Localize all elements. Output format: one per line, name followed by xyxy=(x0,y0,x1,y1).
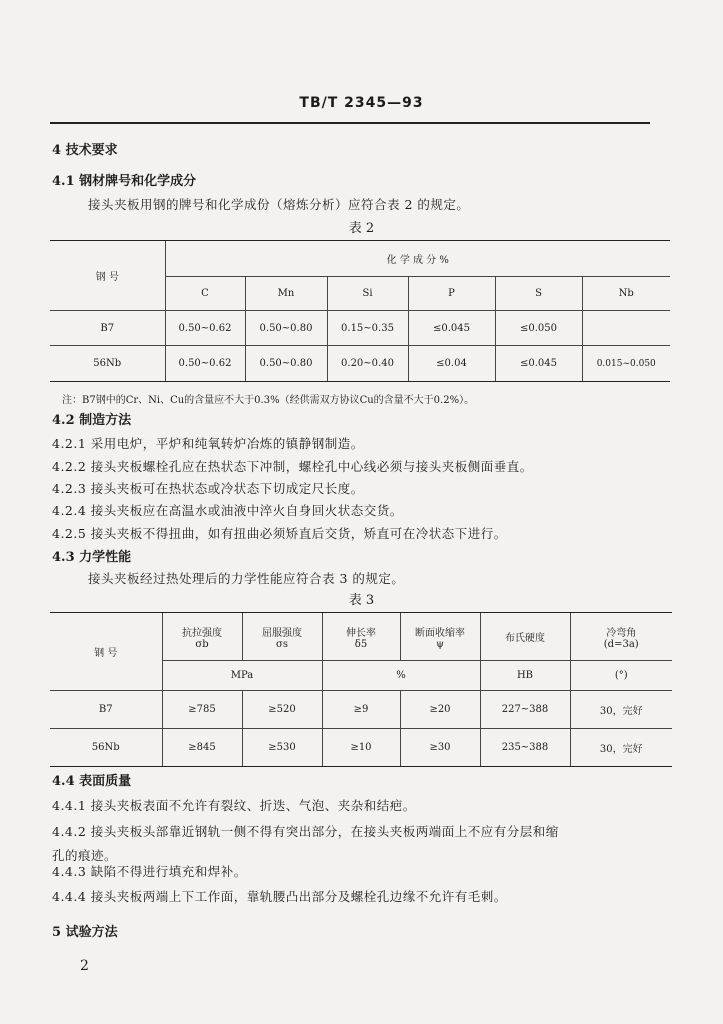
header-name: 布氏硬度 xyxy=(505,633,545,644)
section-4-3-heading: 4.3 力学性能 xyxy=(52,550,132,565)
section-4-2-item: 4.2.2 接头夹板螺栓孔应在热状态下冲制，螺栓孔中心线必须与接头夹板侧面垂直。 xyxy=(52,459,533,474)
table-cell: ≥10 xyxy=(322,729,400,767)
table-cell: 30，完好 xyxy=(570,729,672,767)
section-4-4-item: 4.4.4 接头夹板两端上下工作面，靠轨腰凸出部分及螺栓孔边缘不允许有毛刺。 xyxy=(52,889,507,904)
table2-col-group: 化 学 成 分 % xyxy=(165,241,670,277)
table-cell xyxy=(582,311,670,346)
table3-col-header xyxy=(242,613,322,661)
table3-col-header xyxy=(400,613,480,661)
table-cell: ≥530 xyxy=(242,729,322,767)
section-4-4-heading: 4.4 表面质量 xyxy=(52,774,132,789)
table3-col-steel: 钢 号 xyxy=(50,613,162,691)
table2-col-element: Mn xyxy=(245,277,327,311)
section-4-4-item: 孔的痕迹。 xyxy=(52,848,118,863)
table-cell: 30，完好 xyxy=(570,691,672,729)
table-row xyxy=(50,691,672,729)
header-name: 断面收缩率 xyxy=(415,627,465,639)
section-4-4-item: 4.4.2 接头夹板头部靠近钢轨一侧不得有突出部分，在接头夹板两端面上不应有分层和缩 xyxy=(52,824,559,839)
table-row xyxy=(50,346,670,382)
header-name: 抗拉强度 xyxy=(182,627,222,639)
table-cell: 0.50~0.62 xyxy=(165,311,245,346)
table3-unit-angle: (°) xyxy=(570,661,672,691)
table-cell: ≤0.04 xyxy=(408,346,495,382)
table-cell: ≤0.050 xyxy=(495,311,582,346)
table-cell: ≥30 xyxy=(400,729,480,767)
table3-col-header xyxy=(322,613,400,661)
section-4-1-text: 接头夹板用钢的牌号和化学成份（熔炼分析）应符合表 2 的规定。 xyxy=(88,197,470,212)
table-cell: ≥785 xyxy=(162,691,242,729)
header-name: 屈服强度 xyxy=(262,627,302,639)
header-name: 伸长率 xyxy=(346,627,376,639)
table-cell: ≤0.045 xyxy=(495,346,582,382)
table-cell: 227~388 xyxy=(480,691,570,729)
table3-grade: B7 xyxy=(50,691,162,729)
table2-grade: 56Nb xyxy=(50,346,165,382)
table3-unit-strength: MPa xyxy=(162,661,322,691)
section-5-heading: 5 试验方法 xyxy=(52,925,118,940)
section-4-2-item: 4.2.1 采用电炉，平炉和纯氧转炉冶炼的镇静钢制造。 xyxy=(52,436,364,451)
table-cell: ≥520 xyxy=(242,691,322,729)
table-cell: 0.015~0.050 xyxy=(582,346,670,382)
table2 xyxy=(50,240,670,382)
header-name: 冷弯角 xyxy=(606,627,637,639)
table3-grade: 56Nb xyxy=(50,729,162,767)
header-symbol: (d=3a) xyxy=(603,638,639,650)
table2-col-element: Si xyxy=(327,277,408,311)
table-cell: 0.15~0.35 xyxy=(327,311,408,346)
section-4-2-heading: 4.2 制造方法 xyxy=(52,413,132,428)
table2-caption: 表 2 xyxy=(348,221,375,236)
section-4-4-item: 4.4.1 接头夹板表面不允许有裂纹、折迭、气泡、夹杂和结疤。 xyxy=(52,798,416,813)
table-cell: ≤0.045 xyxy=(408,311,495,346)
section-4-2-item: 4.2.5 接头夹板不得扭曲，如有扭曲必须矫直后交货，矫直可在冷状态下进行。 xyxy=(52,526,507,541)
section-4-3-text: 接头夹板经过热处理后的力学性能应符合表 3 的规定。 xyxy=(88,571,405,586)
table3-caption: 表 3 xyxy=(348,593,375,608)
table-cell: 0.20~0.40 xyxy=(327,346,408,382)
table2-grade: B7 xyxy=(50,311,165,346)
page-number: 2 xyxy=(80,958,89,974)
table3 xyxy=(50,612,672,767)
section-4-1-heading: 4.1 钢材牌号和化学成分 xyxy=(52,174,197,189)
section-4-heading: 4 技术要求 xyxy=(52,143,118,158)
section-4-2-item: 4.2.3 接头夹板可在热状态或冷状态下切成定尺长度。 xyxy=(52,481,364,496)
table-row xyxy=(50,729,672,767)
section-4-4-item: 4.4.3 缺陷不得进行填充和焊补。 xyxy=(52,864,247,879)
table3-unit-percent: % xyxy=(322,661,480,691)
table-cell: 0.50~0.80 xyxy=(245,346,327,382)
table3-col-header xyxy=(162,613,242,661)
table-cell: ≥9 xyxy=(322,691,400,729)
table-cell: ≥845 xyxy=(162,729,242,767)
section-4-2-item: 4.2.4 接头夹板应在高温水或油液中淬火自身回火状态交货。 xyxy=(52,503,403,518)
table2-col-element: Nb xyxy=(582,277,670,311)
table2-col-steel: 钢 号 xyxy=(50,241,165,311)
document-header: TB/T 2345—93 xyxy=(299,95,424,111)
table-cell: 235~388 xyxy=(480,729,570,767)
header-symbol: ψ xyxy=(436,638,444,650)
header-symbol: σs xyxy=(276,638,288,650)
table-cell: ≥20 xyxy=(400,691,480,729)
table2-col-element: C xyxy=(165,277,245,311)
table2-col-element: P xyxy=(408,277,495,311)
table2-col-element: S xyxy=(495,277,582,311)
table-cell: 0.50~0.80 xyxy=(245,311,327,346)
table-cell: 0.50~0.62 xyxy=(165,346,245,382)
header-rule xyxy=(50,122,650,124)
table3-unit-hardness: HB xyxy=(480,661,570,691)
table3-col-header xyxy=(570,613,672,661)
table3-col-header xyxy=(480,613,570,661)
header-symbol: σb xyxy=(195,638,209,650)
header-symbol: δ5 xyxy=(354,638,368,650)
table2-note: 注：B7钢中的Cr、Ni、Cu的含量应不大于0.3%（经供需双方协议Cu的含量不大于0.2%）。 xyxy=(62,395,475,406)
table-row xyxy=(50,311,670,346)
